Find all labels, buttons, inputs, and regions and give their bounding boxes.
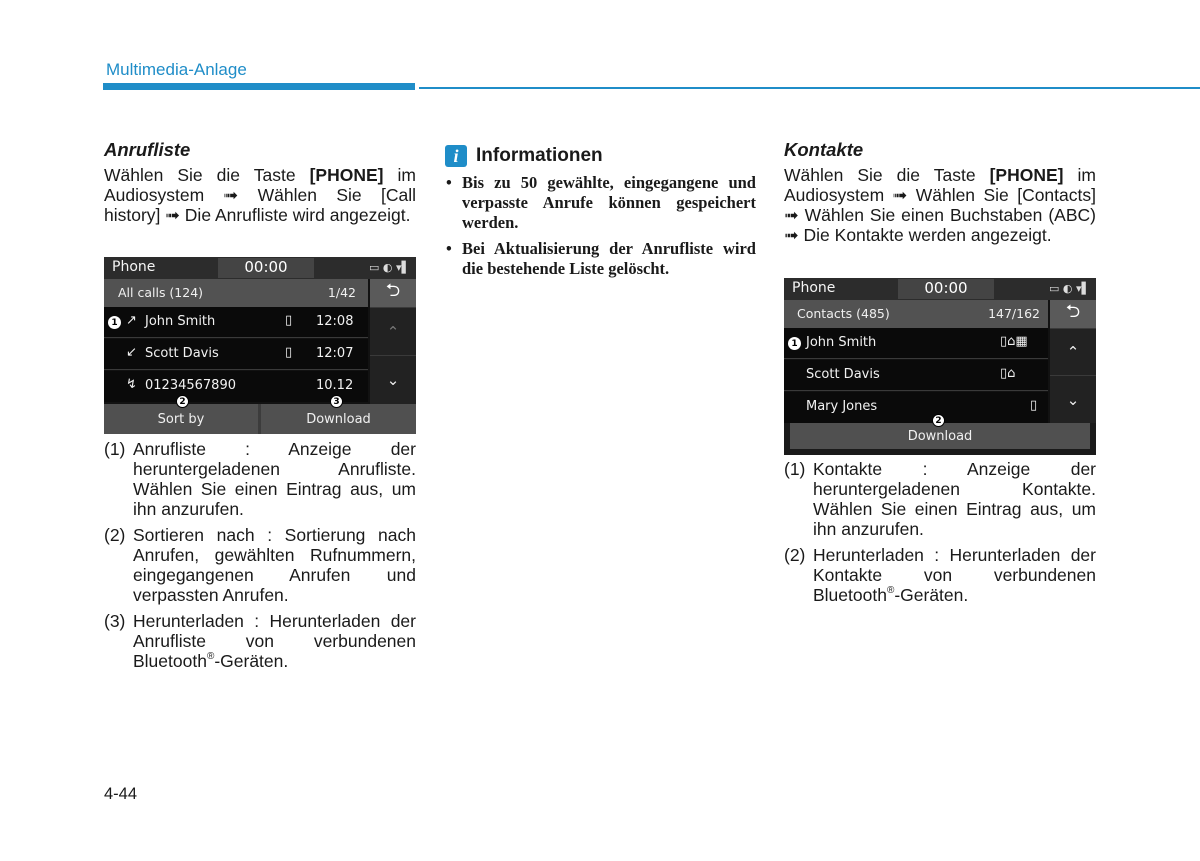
call-row[interactable]: [104, 371, 368, 402]
contact-row[interactable]: [784, 392, 1048, 423]
registered-mark: ®: [206, 651, 215, 663]
callout-3: 3: [330, 395, 343, 408]
info-header: [445, 145, 756, 167]
clock: 00:00: [898, 279, 994, 299]
contact-row[interactable]: [784, 360, 1048, 391]
back-icon[interactable]: ⮌: [1050, 300, 1096, 328]
phone-home-icons: ▯⌂: [1000, 366, 1016, 381]
call-time: 12:08: [316, 314, 354, 329]
scroll-up-icon[interactable]: ⌃: [370, 307, 416, 355]
legend-item: [104, 525, 416, 605]
incoming-call-icon: ↙: [126, 345, 137, 360]
section-title: Multimedia-Anlage: [106, 60, 247, 79]
page-number: 4-44: [104, 785, 138, 803]
contacts-heading: Kontakte: [784, 139, 864, 160]
left-column: [104, 140, 416, 225]
legend-text: Herunterladen : Herunterladen der Anrufliste von verbundenen Bluetooth: [133, 611, 416, 671]
mobile-phone-icon: ▯: [285, 345, 293, 360]
intro-text: Wählen Sie die Taste: [104, 165, 310, 185]
mobile-phone-icon: ▯: [1030, 398, 1038, 413]
legend-number: (3): [104, 611, 126, 631]
download-button[interactable]: [261, 404, 416, 434]
info-bullets: [446, 173, 756, 279]
list-title-bar: [784, 300, 1048, 328]
header-rule-thin: [419, 87, 1200, 89]
callout-2: 2: [932, 414, 945, 427]
scroll-down-icon[interactable]: ⌄: [370, 355, 416, 404]
legend-number: (1): [104, 439, 126, 459]
phone-key-label: [PHONE]: [309, 165, 384, 185]
status-icons: ▭ ◐ ▾▌: [1049, 282, 1090, 295]
clock: 00:00: [218, 258, 314, 278]
contact-row[interactable]: [784, 328, 1048, 359]
info-box: [445, 145, 756, 285]
legend-number: (2): [784, 545, 806, 565]
page-indicator: 147/162: [988, 306, 1040, 321]
callout-2: 2: [176, 395, 189, 408]
registered-mark: ®: [886, 585, 895, 597]
contacts-screen: [784, 278, 1096, 455]
list-title: All calls (124): [118, 285, 204, 300]
status-icons: ▭ ◐ ▾▌: [369, 261, 410, 274]
right-legend: [784, 453, 1096, 605]
status-bar: [784, 278, 1096, 300]
phone-key-label: [PHONE]: [989, 165, 1064, 185]
scroll-up-icon[interactable]: ⌃: [1050, 328, 1096, 375]
info-bullet: • Bei Aktualisierung der Anrufliste wird die bestehende Liste gelöscht.: [446, 239, 756, 279]
app-name: Phone: [112, 259, 156, 275]
phone-home-office-icons: ▯⌂▦: [1000, 334, 1028, 349]
legend-text: Kontakte : Anzeige der heruntergeladenen Kontakte. Wählen Sie einen Eintrag aus, um ihn anzurufen.: [813, 459, 1096, 539]
button-bar: [104, 404, 416, 434]
call-time: 12:07: [316, 346, 354, 361]
button-bar: [784, 423, 1096, 455]
call-row[interactable]: [104, 339, 368, 370]
legend-text: Anrufliste : Anzeige der heruntergeladenen Anrufliste. Wählen Sie einen Eintrag aus, um ihn anzurufen.: [133, 439, 416, 519]
download-button[interactable]: [790, 423, 1090, 449]
legend-number: (2): [104, 525, 126, 545]
legend-text: Herunterladen : Herunterladen der Kontakte von verbundenen Bluetooth: [813, 545, 1096, 605]
sort-by-button[interactable]: [104, 404, 258, 434]
scroll-down-icon[interactable]: ⌄: [1050, 375, 1096, 423]
call-name: 01234567890: [145, 378, 236, 393]
legend-number: (1): [784, 459, 806, 479]
app-name: Phone: [792, 280, 836, 296]
button-label: Download: [306, 411, 371, 427]
intro-text: Wählen Sie die Taste: [784, 165, 990, 185]
call-history-legend: [104, 439, 416, 671]
mobile-phone-icon: ▯: [285, 313, 293, 328]
info-icon: i: [445, 145, 467, 167]
page-indicator: 1/42: [327, 285, 356, 300]
status-bar: [104, 257, 416, 279]
info-bullet: • Bis zu 50 gewählte, eingegangene und verpasste Anrufe können gespeichert werden.: [446, 173, 756, 233]
missed-call-icon: ↯: [126, 377, 137, 392]
call-name: Scott Davis: [145, 346, 219, 361]
back-icon[interactable]: ⮌: [370, 279, 416, 307]
header-rule-thick: [103, 83, 415, 90]
list-title-bar: [104, 279, 368, 307]
call-name: John Smith: [145, 314, 216, 329]
legend-text: -Geräten.: [214, 651, 289, 671]
call-history-heading: Anrufliste: [104, 139, 191, 160]
outgoing-call-icon: ↗: [126, 313, 137, 328]
left-legend: [104, 433, 416, 671]
intro-text: im Audiosystem ➟ Wählen Sie [Contacts] ➟ Wählen Sie einen Buchstaben (ABC) ➟ Die Kontakte werden angezeigt.: [784, 165, 1096, 245]
contact-name: John Smith: [806, 335, 877, 350]
contact-name: Scott Davis: [806, 367, 880, 382]
legend-item: [104, 611, 416, 671]
button-label: Sort by: [157, 411, 205, 427]
info-title: Informationen: [476, 145, 603, 166]
legend-item: [104, 439, 416, 519]
legend-text: Sortieren nach : Sortierung nach Anrufen, gewählten Rufnummern, eingegangenen Anrufen und verpassten Anrufen.: [133, 525, 416, 605]
right-column: [784, 140, 1096, 245]
call-row[interactable]: [104, 307, 368, 338]
contacts-legend: [784, 459, 1096, 605]
intro-text: im Audiosystem ➟ Wählen Sie [Call history] ➟ Die Anrufliste wird angezeigt.: [104, 165, 416, 225]
callout-1: 1: [788, 337, 801, 350]
call-history-intro: [104, 165, 416, 225]
call-time: 10.12: [316, 378, 354, 393]
list-title: Contacts (485): [797, 306, 890, 321]
callout-1: 1: [108, 316, 121, 329]
button-label: Download: [907, 428, 973, 444]
legend-text: -Geräten.: [894, 585, 969, 605]
contact-name: Mary Jones: [806, 399, 878, 414]
call-history-screen: [104, 257, 416, 434]
legend-item: [784, 545, 1096, 605]
contacts-intro: [784, 165, 1096, 245]
legend-item: [784, 459, 1096, 539]
